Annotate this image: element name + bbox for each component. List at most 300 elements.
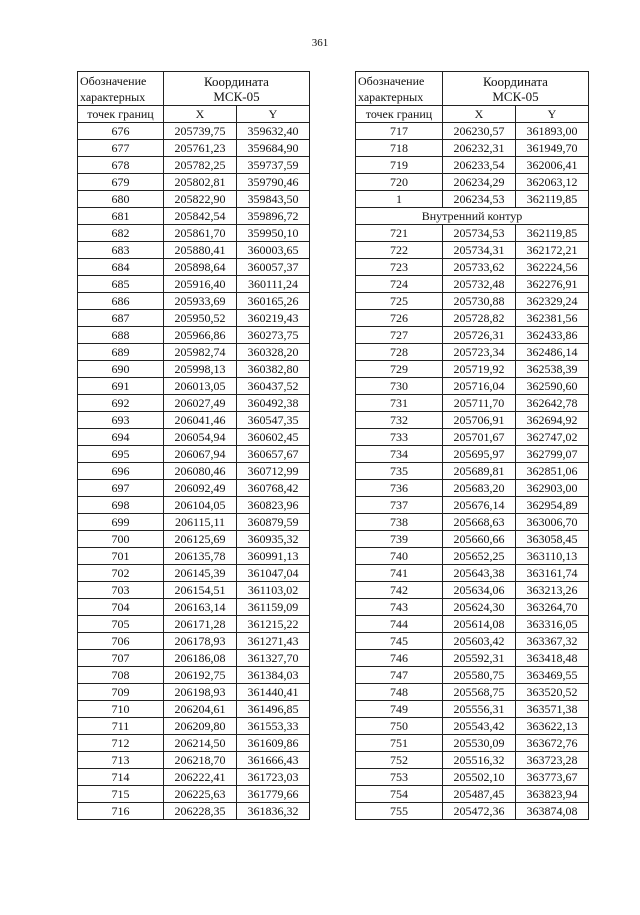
coord-x: 205898,64 — [164, 259, 237, 276]
point-id: 722 — [356, 242, 443, 259]
coord-y: 363672,76 — [516, 735, 589, 752]
inner-contour-label: Внутренний контур — [356, 208, 589, 225]
coord-x: 205643,38 — [443, 565, 516, 582]
coord-y: 362119,85 — [516, 191, 589, 208]
table-row — [356, 667, 589, 684]
coord-x: 205916,40 — [164, 276, 237, 293]
point-id: 684 — [78, 259, 164, 276]
table-row — [356, 293, 589, 310]
coord-x: 205487,45 — [443, 786, 516, 803]
coord-y: 361215,22 — [237, 616, 310, 633]
table-row — [78, 650, 310, 667]
coord-y: 363006,70 — [516, 514, 589, 531]
table-row — [356, 599, 589, 616]
point-id: 752 — [356, 752, 443, 769]
table-row — [78, 565, 310, 582]
table-row — [78, 361, 310, 378]
coord-x: 206135,78 — [164, 548, 237, 565]
table-row — [356, 276, 589, 293]
coord-x: 206192,75 — [164, 667, 237, 684]
table-row — [78, 208, 310, 225]
point-id: 729 — [356, 361, 443, 378]
point-id: 740 — [356, 548, 443, 565]
coord-x: 205998,13 — [164, 361, 237, 378]
coord-x: 205761,23 — [164, 140, 237, 157]
coord-x: 205689,81 — [443, 463, 516, 480]
coord-y: 361949,70 — [516, 140, 589, 157]
table-row — [356, 769, 589, 786]
point-id: 700 — [78, 531, 164, 548]
coord-y: 362119,85 — [516, 225, 589, 242]
header-label-line: точек границ — [78, 106, 164, 123]
coord-y: 361666,43 — [237, 752, 310, 769]
point-id: 753 — [356, 769, 443, 786]
coord-x: 205734,53 — [443, 225, 516, 242]
coord-x: 205730,88 — [443, 293, 516, 310]
point-id: 689 — [78, 344, 164, 361]
coord-x: 205472,36 — [443, 803, 516, 820]
table-row — [78, 327, 310, 344]
point-id: 702 — [78, 565, 164, 582]
table-row — [356, 191, 589, 208]
table-row — [78, 633, 310, 650]
point-id: 696 — [78, 463, 164, 480]
point-id: 727 — [356, 327, 443, 344]
coord-x: 205652,25 — [443, 548, 516, 565]
coord-y: 363367,32 — [516, 633, 589, 650]
table-row — [78, 684, 310, 701]
coord-x: 205732,48 — [443, 276, 516, 293]
table-row — [356, 650, 589, 667]
point-id: 709 — [78, 684, 164, 701]
coord-x: 206145,39 — [164, 565, 237, 582]
coord-x: 205728,82 — [443, 310, 516, 327]
point-id: 699 — [78, 514, 164, 531]
point-id: 711 — [78, 718, 164, 735]
point-id: 735 — [356, 463, 443, 480]
coordinates-table-right — [355, 71, 589, 820]
point-id: 717 — [356, 123, 443, 140]
coord-y: 359843,50 — [237, 191, 310, 208]
coord-y: 360273,75 — [237, 327, 310, 344]
table-row — [356, 140, 589, 157]
coord-x: 205592,31 — [443, 650, 516, 667]
coord-x: 205822,90 — [164, 191, 237, 208]
coord-y: 361384,03 — [237, 667, 310, 684]
coord-y: 361723,03 — [237, 769, 310, 786]
table-row — [356, 548, 589, 565]
table-row — [356, 412, 589, 429]
coord-x: 206186,08 — [164, 650, 237, 667]
point-id: 737 — [356, 497, 443, 514]
point-id: 686 — [78, 293, 164, 310]
point-id: 728 — [356, 344, 443, 361]
coord-x: 206080,46 — [164, 463, 237, 480]
coord-y: 360602,45 — [237, 429, 310, 446]
coord-y: 363213,26 — [516, 582, 589, 599]
coord-y: 363571,38 — [516, 701, 589, 718]
table-row — [78, 803, 310, 820]
point-id: 712 — [78, 735, 164, 752]
point-id: 691 — [78, 378, 164, 395]
coord-x: 205861,70 — [164, 225, 237, 242]
header-y: Y — [516, 106, 589, 123]
coord-y: 360768,42 — [237, 480, 310, 497]
header-coord-line: Координата — [483, 73, 548, 89]
point-id: 755 — [356, 803, 443, 820]
table-row — [78, 276, 310, 293]
coord-y: 363874,08 — [516, 803, 589, 820]
coord-y: 363058,45 — [516, 531, 589, 548]
coord-x: 205695,97 — [443, 446, 516, 463]
coord-x: 205782,25 — [164, 157, 237, 174]
coord-x: 205634,06 — [443, 582, 516, 599]
table-row — [78, 480, 310, 497]
point-id: 750 — [356, 718, 443, 735]
coord-x: 206125,69 — [164, 531, 237, 548]
coord-x: 206234,53 — [443, 191, 516, 208]
coord-y: 362224,56 — [516, 259, 589, 276]
point-id: 741 — [356, 565, 443, 582]
point-id: 714 — [78, 769, 164, 786]
coord-x: 205734,31 — [443, 242, 516, 259]
point-id: 679 — [78, 174, 164, 191]
point-id: 678 — [78, 157, 164, 174]
point-id: 746 — [356, 650, 443, 667]
coord-x: 205603,42 — [443, 633, 516, 650]
coord-y: 361103,02 — [237, 582, 310, 599]
coord-x: 206232,31 — [443, 140, 516, 157]
coord-y: 362642,78 — [516, 395, 589, 412]
coord-y: 362851,06 — [516, 463, 589, 480]
table-row — [78, 344, 310, 361]
coord-y: 362006,41 — [516, 157, 589, 174]
coord-y: 360991,13 — [237, 548, 310, 565]
header-coord-line: МСК-05 — [492, 88, 539, 104]
coord-y: 362590,60 — [516, 378, 589, 395]
coord-y: 359737,59 — [237, 157, 310, 174]
table-row — [356, 259, 589, 276]
table-row — [78, 395, 310, 412]
coord-x: 206214,50 — [164, 735, 237, 752]
table-row — [356, 327, 589, 344]
header-point-label — [356, 72, 443, 106]
coord-x: 206209,80 — [164, 718, 237, 735]
coord-x: 205660,66 — [443, 531, 516, 548]
table-row — [78, 140, 310, 157]
point-id: 1 — [356, 191, 443, 208]
table-row — [356, 242, 589, 259]
coord-x: 205982,74 — [164, 344, 237, 361]
coord-y: 360165,26 — [237, 293, 310, 310]
coord-y: 362063,12 — [516, 174, 589, 191]
coord-x: 205706,91 — [443, 412, 516, 429]
header-point-label — [78, 72, 164, 106]
coord-y: 362799,07 — [516, 446, 589, 463]
coord-x: 205739,75 — [164, 123, 237, 140]
coord-y: 359896,72 — [237, 208, 310, 225]
header-coord-line: МСК-05 — [213, 88, 260, 104]
point-id: 681 — [78, 208, 164, 225]
coord-y: 360219,43 — [237, 310, 310, 327]
point-id: 682 — [78, 225, 164, 242]
coord-y: 360712,99 — [237, 463, 310, 480]
coord-x: 206234,29 — [443, 174, 516, 191]
point-id: 720 — [356, 174, 443, 191]
coord-x: 206178,93 — [164, 633, 237, 650]
point-id: 733 — [356, 429, 443, 446]
table-row — [78, 531, 310, 548]
coord-x: 205530,09 — [443, 735, 516, 752]
coord-y: 363418,48 — [516, 650, 589, 667]
header-x: X — [164, 106, 237, 123]
point-id: 721 — [356, 225, 443, 242]
coord-y: 363469,55 — [516, 667, 589, 684]
coord-y: 361327,70 — [237, 650, 310, 667]
coord-y: 363110,13 — [516, 548, 589, 565]
table-row — [78, 191, 310, 208]
coord-x: 205719,92 — [443, 361, 516, 378]
coord-y: 360823,96 — [237, 497, 310, 514]
coord-y: 361496,85 — [237, 701, 310, 718]
table-row — [356, 701, 589, 718]
table-row — [78, 514, 310, 531]
coord-x: 205733,62 — [443, 259, 516, 276]
table-row — [356, 531, 589, 548]
coord-x: 206054,94 — [164, 429, 237, 446]
table-row — [78, 701, 310, 718]
table-row — [356, 497, 589, 514]
table-row — [78, 786, 310, 803]
point-id: 730 — [356, 378, 443, 395]
point-id: 724 — [356, 276, 443, 293]
point-id: 685 — [78, 276, 164, 293]
coord-y: 361836,32 — [237, 803, 310, 820]
header-y: Y — [237, 106, 310, 123]
point-id: 710 — [78, 701, 164, 718]
coord-y: 360382,80 — [237, 361, 310, 378]
coord-x: 206163,14 — [164, 599, 237, 616]
table-row — [78, 582, 310, 599]
table-row — [78, 429, 310, 446]
table-row — [78, 310, 310, 327]
table-row — [356, 480, 589, 497]
table-row — [78, 174, 310, 191]
coord-x: 206222,41 — [164, 769, 237, 786]
coord-x: 205842,54 — [164, 208, 237, 225]
coord-x: 206228,35 — [164, 803, 237, 820]
coord-x: 205966,86 — [164, 327, 237, 344]
coord-x: 205711,70 — [443, 395, 516, 412]
table-row — [78, 752, 310, 769]
coord-y: 360328,20 — [237, 344, 310, 361]
table-row — [356, 225, 589, 242]
point-id: 694 — [78, 429, 164, 446]
table-row — [356, 616, 589, 633]
header-coord-line: Координата — [204, 73, 269, 89]
table-row — [78, 616, 310, 633]
point-id: 677 — [78, 140, 164, 157]
coord-y: 360547,35 — [237, 412, 310, 429]
table-row — [356, 123, 589, 140]
point-id: 754 — [356, 786, 443, 803]
point-id: 698 — [78, 497, 164, 514]
coord-x: 205614,08 — [443, 616, 516, 633]
point-id: 706 — [78, 633, 164, 650]
coord-x: 206092,49 — [164, 480, 237, 497]
coord-y: 363161,74 — [516, 565, 589, 582]
coord-x: 205716,04 — [443, 378, 516, 395]
coord-x: 206027,49 — [164, 395, 237, 412]
coord-x: 205802,81 — [164, 174, 237, 191]
coord-x: 205568,75 — [443, 684, 516, 701]
coord-x: 205723,34 — [443, 344, 516, 361]
header-coordinate — [164, 72, 310, 106]
coord-y: 361159,09 — [237, 599, 310, 616]
point-id: 692 — [78, 395, 164, 412]
table-row — [78, 497, 310, 514]
coord-y: 362538,39 — [516, 361, 589, 378]
point-id: 680 — [78, 191, 164, 208]
table-row — [78, 548, 310, 565]
point-id: 751 — [356, 735, 443, 752]
table-row — [356, 395, 589, 412]
point-id: 726 — [356, 310, 443, 327]
coord-x: 205516,32 — [443, 752, 516, 769]
header-label-line: характерных — [358, 89, 424, 104]
point-id: 713 — [78, 752, 164, 769]
table-row — [356, 684, 589, 701]
coord-x: 205668,63 — [443, 514, 516, 531]
coord-y: 362276,91 — [516, 276, 589, 293]
point-id: 705 — [78, 616, 164, 633]
coord-y: 359632,40 — [237, 123, 310, 140]
point-id: 688 — [78, 327, 164, 344]
coord-x: 206171,28 — [164, 616, 237, 633]
coord-x: 206218,70 — [164, 752, 237, 769]
point-id: 707 — [78, 650, 164, 667]
coord-y: 360111,24 — [237, 276, 310, 293]
coord-x: 206013,05 — [164, 378, 237, 395]
coord-x: 206233,54 — [443, 157, 516, 174]
coord-y: 361047,04 — [237, 565, 310, 582]
coord-y: 362747,02 — [516, 429, 589, 446]
coord-y: 361440,41 — [237, 684, 310, 701]
header-coordinate — [443, 72, 589, 106]
coord-x: 205950,52 — [164, 310, 237, 327]
coord-y: 361779,66 — [237, 786, 310, 803]
header-label-line: характерных — [80, 89, 146, 104]
coord-x: 206230,57 — [443, 123, 516, 140]
table-row — [356, 429, 589, 446]
table-row — [78, 378, 310, 395]
coord-y: 362486,14 — [516, 344, 589, 361]
coord-y: 362954,89 — [516, 497, 589, 514]
point-id: 743 — [356, 599, 443, 616]
table-row — [356, 446, 589, 463]
coord-y: 361893,00 — [516, 123, 589, 140]
table-row — [78, 412, 310, 429]
coord-x: 206115,11 — [164, 514, 237, 531]
table-row — [78, 463, 310, 480]
header-label-line: Обозначение — [358, 73, 425, 88]
table-row — [356, 310, 589, 327]
table-row — [78, 242, 310, 259]
coord-y: 359950,10 — [237, 225, 310, 242]
table-row — [78, 718, 310, 735]
coord-y: 363622,13 — [516, 718, 589, 735]
coord-x: 206154,51 — [164, 582, 237, 599]
table-row — [78, 259, 310, 276]
coord-y: 362381,56 — [516, 310, 589, 327]
header-x: X — [443, 106, 516, 123]
table-row — [78, 599, 310, 616]
table-row — [356, 344, 589, 361]
point-id: 732 — [356, 412, 443, 429]
coord-y: 361553,33 — [237, 718, 310, 735]
coord-y: 362903,00 — [516, 480, 589, 497]
point-id: 749 — [356, 701, 443, 718]
page-number: 361 — [311, 37, 329, 49]
coord-y: 360492,38 — [237, 395, 310, 412]
coord-y: 360003,65 — [237, 242, 310, 259]
coord-x: 205543,42 — [443, 718, 516, 735]
point-id: 695 — [78, 446, 164, 463]
coord-x: 206041,46 — [164, 412, 237, 429]
table-row — [78, 446, 310, 463]
coord-x: 205676,14 — [443, 497, 516, 514]
coord-x: 205726,31 — [443, 327, 516, 344]
table-row — [356, 582, 589, 599]
coord-y: 363773,67 — [516, 769, 589, 786]
point-id: 719 — [356, 157, 443, 174]
point-id: 683 — [78, 242, 164, 259]
coord-y: 361609,86 — [237, 735, 310, 752]
coord-y: 359684,90 — [237, 140, 310, 157]
table-row — [78, 735, 310, 752]
table-row — [356, 735, 589, 752]
point-id: 701 — [78, 548, 164, 565]
table-row — [78, 769, 310, 786]
point-id: 708 — [78, 667, 164, 684]
point-id: 676 — [78, 123, 164, 140]
point-id: 744 — [356, 616, 443, 633]
coord-x: 205880,41 — [164, 242, 237, 259]
coord-x: 205502,10 — [443, 769, 516, 786]
table-row — [356, 718, 589, 735]
coord-x: 206104,05 — [164, 497, 237, 514]
table-row — [78, 157, 310, 174]
coord-x: 206198,93 — [164, 684, 237, 701]
table-row — [78, 123, 310, 140]
coord-x: 206225,63 — [164, 786, 237, 803]
coordinates-table-left — [77, 71, 310, 820]
point-id: 742 — [356, 582, 443, 599]
table-row — [356, 378, 589, 395]
table-row — [356, 565, 589, 582]
coord-y: 361271,43 — [237, 633, 310, 650]
point-id: 734 — [356, 446, 443, 463]
table-row — [356, 174, 589, 191]
point-id: 704 — [78, 599, 164, 616]
point-id: 738 — [356, 514, 443, 531]
coord-x: 205556,31 — [443, 701, 516, 718]
table-row — [356, 633, 589, 650]
point-id: 725 — [356, 293, 443, 310]
table-row — [356, 463, 589, 480]
point-id: 731 — [356, 395, 443, 412]
point-id: 739 — [356, 531, 443, 548]
